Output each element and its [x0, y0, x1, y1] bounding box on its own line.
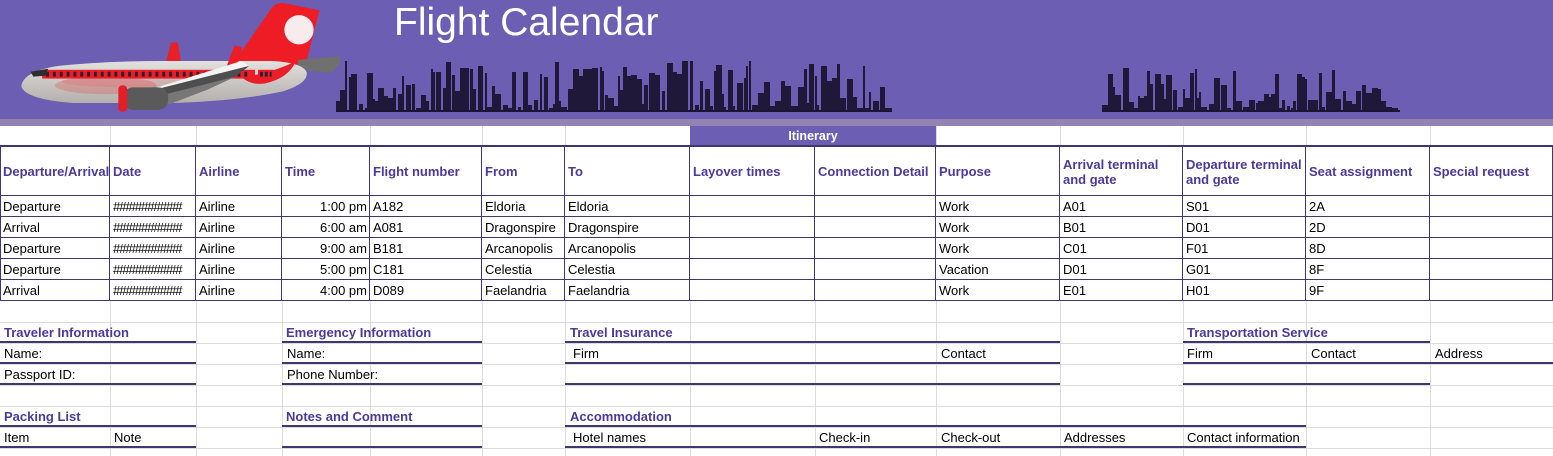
packing-note-label[interactable]: Note: [114, 430, 142, 445]
cell[interactable]: D089: [370, 280, 482, 301]
col-header-seat-assignment[interactable]: Seat assignment: [1306, 147, 1430, 196]
skyline-bar: [695, 105, 699, 112]
col-header-layover-times[interactable]: Layover times: [690, 147, 815, 196]
gridline: [1060, 301, 1061, 456]
cell[interactable]: [1430, 238, 1553, 259]
section-title-insurance[interactable]: Travel Insurance: [570, 325, 673, 340]
gridline: [1183, 301, 1184, 456]
cell[interactable]: Work: [936, 280, 1060, 301]
skyline-bar: [1249, 100, 1255, 112]
cell[interactable]: ###########: [110, 259, 196, 280]
cell[interactable]: Celestia: [482, 259, 565, 280]
accommodation-contact-label[interactable]: Contact information: [1187, 430, 1300, 445]
cell[interactable]: Arrival: [0, 217, 110, 238]
section-title-notes[interactable]: Notes and Comment: [286, 409, 413, 424]
skyline-bar: [1129, 102, 1134, 112]
cell[interactable]: Dragonspire: [565, 217, 690, 238]
gridline: [1306, 126, 1307, 147]
skyline-bar: [662, 91, 665, 112]
cell[interactable]: E01: [1060, 280, 1183, 301]
banner: [0, 0, 1553, 126]
skyline-bar: [724, 107, 726, 112]
section-title-traveler[interactable]: Traveler Information: [4, 325, 129, 340]
col-header-airline[interactable]: Airline: [196, 147, 282, 196]
skyline-bar: [608, 98, 614, 112]
gridline: [282, 301, 283, 456]
col-header-time[interactable]: Time: [282, 147, 370, 196]
skyline-bar: [426, 101, 429, 112]
cell[interactable]: [690, 196, 815, 217]
col-header-purpose[interactable]: Purpose: [936, 147, 1060, 196]
gridline: [110, 126, 111, 147]
cell[interactable]: 2A: [1306, 196, 1430, 217]
cell[interactable]: Faelandria: [482, 280, 565, 301]
cell[interactable]: Airline: [196, 259, 282, 280]
emergency-phone-label[interactable]: Phone Number:: [287, 367, 379, 382]
skyline-bar: [690, 61, 693, 112]
accommodation-checkout-label[interactable]: Check-out: [941, 430, 1001, 445]
gridline: [565, 126, 566, 147]
cell[interactable]: Departure: [0, 196, 110, 217]
cell[interactable]: Arcanopolis: [565, 238, 690, 259]
cell[interactable]: Vacation: [936, 259, 1060, 280]
skyline-bar: [602, 71, 604, 112]
cell[interactable]: Departure: [0, 259, 110, 280]
cell[interactable]: C181: [370, 259, 482, 280]
gridline: [815, 301, 816, 456]
skyline-bar: [565, 107, 567, 112]
cell[interactable]: 2D: [1306, 217, 1430, 238]
skyline-bar: [464, 68, 469, 112]
gridline: [0, 427, 1553, 428]
cell[interactable]: B181: [370, 238, 482, 259]
insurance-contact-label[interactable]: Contact: [941, 346, 986, 361]
skyline-bar: [1115, 95, 1121, 112]
skyline-bar: [406, 85, 411, 112]
skyline-bar: [869, 92, 871, 112]
cell[interactable]: Eldoria: [565, 196, 690, 217]
gridline: [0, 406, 1553, 407]
skyline-bar: [1190, 73, 1194, 112]
cell[interactable]: Dragonspire: [482, 217, 565, 238]
table-left-border: [0, 147, 1, 301]
gridline: [482, 301, 483, 456]
col-header-departure-terminal-gate[interactable]: Departure terminal and gate: [1183, 147, 1306, 196]
skyline-bar: [1305, 79, 1307, 112]
cell[interactable]: 9:00 am: [282, 238, 370, 259]
skyline-bar: [1214, 78, 1220, 112]
transportation-firm-label[interactable]: Firm: [1187, 346, 1213, 361]
cell[interactable]: [1430, 259, 1553, 280]
table-top-border: [0, 145, 1553, 147]
cell[interactable]: Airline: [196, 196, 282, 217]
cell[interactable]: C01: [1060, 238, 1183, 259]
cell[interactable]: 8F: [1306, 259, 1430, 280]
cell[interactable]: 8D: [1306, 238, 1430, 259]
section-title-accommodation[interactable]: Accommodation: [570, 409, 672, 424]
skyline-bar: [737, 83, 743, 112]
gridline: [936, 301, 937, 456]
skyline-bar: [402, 76, 404, 112]
cell[interactable]: ###########: [110, 238, 196, 259]
cell[interactable]: Eldoria: [482, 196, 565, 217]
section-border: [565, 383, 1060, 385]
traveler-passport-label[interactable]: Passport ID:: [4, 367, 76, 382]
section-border: [282, 446, 482, 448]
cell[interactable]: [815, 196, 936, 217]
cell[interactable]: 1:00 pm: [282, 196, 370, 217]
gridline: [1183, 126, 1184, 147]
cell[interactable]: Work: [936, 238, 1060, 259]
skyline-bar: [1275, 74, 1279, 112]
section-title-transportation[interactable]: Transportation Service: [1187, 325, 1328, 340]
cell[interactable]: ###########: [110, 217, 196, 238]
gridline: [936, 126, 937, 147]
skyline-bar: [433, 72, 435, 112]
skyline-bar: [1335, 99, 1341, 112]
skyline-bar: [700, 81, 703, 112]
skyline-bar: [644, 85, 648, 112]
section-border: [1183, 362, 1553, 364]
skyline-bar: [889, 108, 892, 112]
col-header-connection-detail[interactable]: Connection Detail: [815, 147, 936, 196]
skyline-bar: [393, 88, 396, 112]
cell[interactable]: B01: [1060, 217, 1183, 238]
gridline: [1430, 126, 1431, 147]
cell[interactable]: Arcanopolis: [482, 238, 565, 259]
skyline-bar: [534, 100, 538, 112]
cell[interactable]: 5:00 pm: [282, 259, 370, 280]
skyline-bar: [1322, 107, 1325, 112]
skyline-bar: [710, 106, 713, 112]
skyline-bar: [359, 104, 363, 112]
insurance-firm-label[interactable]: Firm: [573, 346, 599, 361]
gridline: [0, 364, 1553, 365]
cell[interactable]: A081: [370, 217, 482, 238]
skyline-bar: [840, 98, 846, 112]
col-header-special-request[interactable]: Special request: [1430, 147, 1553, 196]
gridline: [1060, 126, 1061, 147]
cell[interactable]: [1430, 280, 1553, 301]
gridline: [370, 126, 371, 147]
cell[interactable]: [815, 217, 936, 238]
emergency-name-label[interactable]: Name:: [287, 346, 326, 361]
cell[interactable]: Celestia: [565, 259, 690, 280]
section-border: [0, 446, 196, 448]
section-border: [1183, 383, 1430, 385]
cell[interactable]: Departure: [0, 238, 110, 259]
skyline-bar: [1392, 108, 1398, 112]
cell[interactable]: Airline: [196, 217, 282, 238]
cell[interactable]: [690, 217, 815, 238]
page-title: Flight Calendar: [394, 1, 659, 44]
skyline-bar: [1287, 106, 1290, 112]
cell[interactable]: [690, 238, 815, 259]
skyline-decoration-left: [336, 60, 892, 112]
skyline-bar: [1201, 107, 1207, 112]
gridline: [482, 126, 483, 147]
packing-item-label[interactable]: Item: [4, 430, 30, 445]
cell[interactable]: 4:00 pm: [282, 280, 370, 301]
skyline-bar: [351, 74, 357, 112]
skyline-bar: [749, 61, 751, 112]
skyline-bar: [873, 101, 879, 112]
cell[interactable]: [815, 259, 936, 280]
skyline-bar: [1150, 84, 1153, 112]
cell[interactable]: H01: [1183, 280, 1306, 301]
gridline: [282, 126, 283, 147]
cell[interactable]: [815, 238, 936, 259]
cell[interactable]: [1430, 217, 1553, 238]
gridline: [196, 126, 197, 147]
skyline-bar: [863, 66, 865, 112]
skyline-bar: [746, 66, 748, 112]
skyline-bar: [436, 72, 441, 112]
col-header-from[interactable]: From: [482, 147, 565, 196]
section-title-packing[interactable]: Packing List: [4, 409, 81, 424]
skyline-bar: [544, 77, 548, 112]
gridline: [565, 301, 566, 456]
accommodation-hotel-label[interactable]: Hotel names: [573, 430, 646, 445]
cell[interactable]: Work: [936, 196, 1060, 217]
skyline-bar: [1293, 101, 1296, 112]
skyline-bar: [412, 84, 415, 112]
cell[interactable]: Airline: [196, 238, 282, 259]
cell[interactable]: ###########: [110, 196, 196, 217]
accommodation-checkin-label[interactable]: Check-in: [819, 430, 871, 445]
cell[interactable]: A182: [370, 196, 482, 217]
airplane-icon: [8, 0, 340, 122]
cell[interactable]: [690, 259, 815, 280]
gridline: [0, 448, 1553, 449]
skyline-decoration-right: [1102, 66, 1400, 112]
gridline: [196, 301, 197, 456]
skyline-bar: [1356, 91, 1361, 112]
skyline-bar: [540, 74, 542, 112]
itinerary-group-header[interactable]: Itinerary: [690, 126, 936, 147]
skyline-bar: [512, 72, 516, 112]
section-title-emergency[interactable]: Emergency Information: [286, 325, 432, 340]
skyline-bar: [682, 61, 688, 112]
gridline: [0, 385, 1553, 386]
skyline-bar: [528, 105, 532, 112]
cell[interactable]: 6:00 am: [282, 217, 370, 238]
col-header-date[interactable]: Date: [110, 147, 196, 196]
cell[interactable]: 9F: [1306, 280, 1430, 301]
cell[interactable]: D01: [1183, 217, 1306, 238]
skyline-bar: [1166, 75, 1172, 112]
cell[interactable]: S01: [1183, 196, 1306, 217]
skyline-bar: [853, 97, 857, 112]
skyline-bar: [1227, 108, 1231, 112]
cell[interactable]: A01: [1060, 196, 1183, 217]
cell[interactable]: F01: [1183, 238, 1306, 259]
cell[interactable]: [1430, 196, 1553, 217]
gridline: [690, 301, 691, 456]
skyline-bar: [345, 61, 347, 112]
accommodation-addresses-label[interactable]: Addresses: [1064, 430, 1126, 445]
skyline-bar: [817, 105, 819, 112]
skyline-bar: [1236, 101, 1242, 112]
cell[interactable]: ###########: [110, 280, 196, 301]
cell[interactable]: G01: [1183, 259, 1306, 280]
transportation-address-label[interactable]: Address: [1435, 346, 1483, 361]
traveler-name-label[interactable]: Name:: [4, 346, 43, 361]
col-header-departure-arrival[interactable]: Departure/Arrival: [0, 147, 110, 196]
transportation-contact-label[interactable]: Contact: [1311, 346, 1356, 361]
cell[interactable]: [815, 280, 936, 301]
skyline-bar: [478, 66, 483, 112]
col-header-to[interactable]: To: [565, 147, 690, 196]
gridline: [1430, 301, 1431, 456]
skyline-bar: [592, 68, 598, 112]
cell[interactable]: Arrival: [0, 280, 110, 301]
skyline-bar: [733, 106, 735, 112]
skyline-bar: [1173, 90, 1177, 112]
skyline-bar: [446, 62, 451, 112]
skyline-bar: [473, 89, 476, 112]
cell[interactable]: Work: [936, 217, 1060, 238]
cell[interactable]: Faelandria: [565, 280, 690, 301]
cell[interactable]: D01: [1060, 259, 1183, 280]
cell[interactable]: [690, 280, 815, 301]
skyline-bar: [722, 94, 724, 112]
cell[interactable]: Airline: [196, 280, 282, 301]
col-header-arrival-terminal-gate[interactable]: Arrival terminal and gate: [1060, 147, 1183, 196]
skyline-bar: [495, 94, 501, 112]
col-header-flight-number[interactable]: Flight number: [370, 147, 482, 196]
skyline-bar: [809, 64, 814, 112]
skyline-bar: [518, 107, 521, 112]
skyline-bar: [1314, 100, 1318, 112]
skyline-bar: [1282, 100, 1285, 112]
skyline-bar: [655, 75, 660, 112]
